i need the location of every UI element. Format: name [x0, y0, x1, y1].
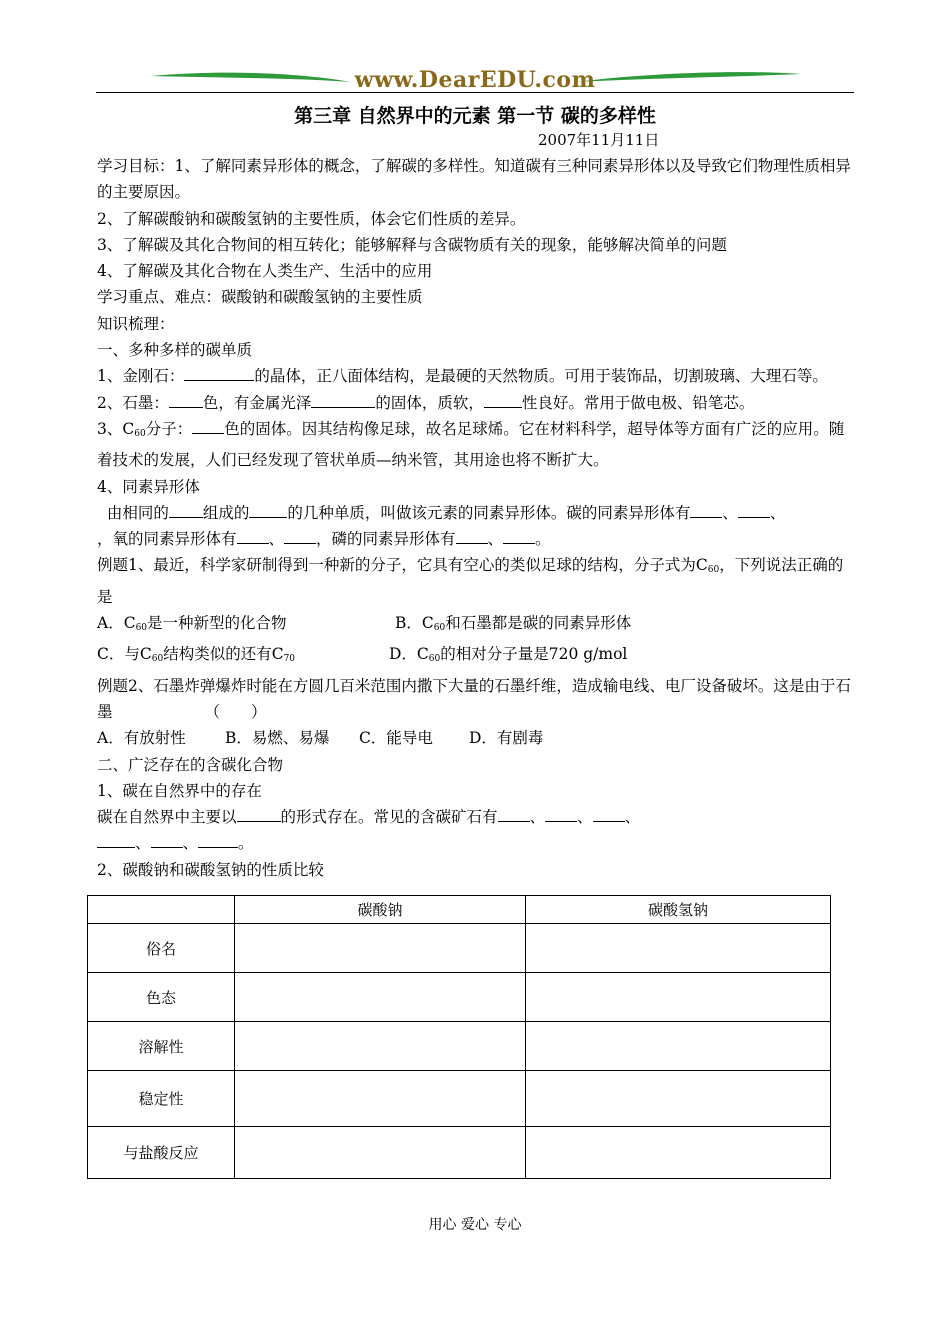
blank[interactable] — [503, 529, 535, 544]
section2-sub1: 1、碳在自然界中的存在 — [97, 781, 262, 800]
answer-cell[interactable] — [526, 1071, 831, 1127]
section2-sub2: 2、碳酸钠和碳酸氢钠的性质比较 — [97, 860, 324, 879]
blank[interactable] — [593, 807, 625, 822]
blank[interactable] — [284, 529, 316, 544]
example2-stem: 例题2、石墨炸弹爆炸时能在方圆几百米范围内撒下大量的石墨纤维，造成输电线、电厂设备破坏。这是由于石墨 （ ） — [97, 676, 851, 721]
option-b[interactable]: B．$C_{60}$和石墨都是碳的同素异形体 — [395, 614, 632, 634]
graphite-line: 2、石墨： 色，有金属光泽 的固体，质软， 性良好。常用于做电极、铅笔芯。 — [97, 393, 755, 412]
section1-heading: 一、多种多样的碳单质 — [97, 341, 253, 360]
table-header-row — [88, 896, 831, 924]
review-line: 知识梳理： — [97, 314, 175, 333]
focus-line: 学习重点、难点：碳酸钠和碳酸氢钠的主要性质 — [97, 288, 423, 307]
existence-line: 碳在自然界中主要以 的形式存在。常见的含碳矿石有 、 、 、 、 、 。 — [97, 808, 641, 853]
answer-cell[interactable] — [235, 924, 526, 973]
option-c[interactable]: C．能导电 — [359, 729, 433, 748]
row-label: 稳定性 — [88, 1071, 235, 1127]
answer-cell[interactable] — [235, 973, 526, 1022]
goal-line-1: 学习目标：1、了解同素异形体的概念，了解碳的多样性。知道碳有三种同素异形体以及导致它们物理性质相异的主要原因。 — [97, 157, 851, 202]
footer-slogan: 用心 爱心 专心 — [428, 1217, 522, 1233]
blank[interactable] — [192, 419, 224, 434]
option-c[interactable]: C．与$C_{60}$结构类似的还有$C_{70}$ — [97, 645, 296, 665]
date: 2007年11月11日 — [538, 131, 660, 149]
allotrope-heading: 4、同素异形体 — [97, 477, 200, 496]
example2-options — [97, 725, 857, 751]
blank[interactable] — [738, 503, 770, 518]
goal-line-3: 3、了解碳及其化合物间的相互转化；能够解释与含碳物质有关的现象，能够解决简单的问题 — [97, 235, 727, 254]
option-d[interactable]: D．有剧毒 — [469, 729, 544, 748]
option-b[interactable]: B．易燃、易爆 — [225, 729, 330, 748]
page-title: 第三章 自然界中的元素 第一节 碳的多样性 — [294, 105, 656, 127]
example1-options-cd — [97, 641, 857, 672]
blank[interactable] — [169, 393, 203, 408]
answer-paren[interactable]: （ ） — [204, 702, 267, 721]
table-row — [88, 924, 831, 973]
blank[interactable] — [498, 807, 530, 822]
table-row — [88, 1127, 831, 1179]
option-a[interactable]: A．$C_{60}$是一种新型的化合物 — [97, 614, 287, 634]
section2-heading: 二、广泛存在的含碳化合物 — [97, 755, 284, 774]
row-label: 色态 — [88, 973, 235, 1022]
option-d[interactable]: D．$C_{60}$的相对分子量是720 g/mol — [389, 645, 628, 665]
row-label: 溶解性 — [88, 1022, 235, 1071]
blank[interactable] — [311, 393, 375, 408]
blank[interactable] — [545, 807, 577, 822]
blank[interactable] — [169, 503, 203, 518]
blank[interactable] — [456, 529, 488, 544]
option-a[interactable]: A．有放射性 — [97, 729, 186, 748]
banner-site-logo: www.DearEDU.com — [354, 67, 596, 93]
blank[interactable] — [97, 833, 135, 848]
answer-cell[interactable] — [526, 924, 831, 973]
answer-cell[interactable] — [235, 1022, 526, 1071]
blank[interactable] — [184, 366, 254, 381]
answer-cell[interactable] — [526, 973, 831, 1022]
c60-line: 3、$C_{60}$分子： 色的固体。因其结构像足球，故名足球烯。它在材料科学，超导体等方面有广泛的应用。随着技术的发展，人们已经发现了管状单质—纳米管，其用途也将不断扩大。 — [97, 419, 845, 470]
blank[interactable] — [151, 833, 183, 848]
blank[interactable] — [237, 807, 281, 822]
table-row — [88, 973, 831, 1022]
table-header-cell: 碳酸氢钠 — [526, 896, 831, 924]
blank[interactable] — [198, 833, 238, 848]
answer-cell[interactable] — [235, 1127, 526, 1179]
document-body — [97, 153, 857, 883]
table-header-cell: 碳酸钠 — [235, 896, 526, 924]
row-label: 与盐酸反应 — [88, 1127, 235, 1179]
row-label: 俗名 — [88, 924, 235, 973]
blank[interactable] — [237, 529, 269, 544]
answer-cell[interactable] — [235, 1071, 526, 1127]
table-row — [88, 1022, 831, 1071]
blank[interactable] — [484, 393, 522, 408]
goal-line-2: 2、了解碳酸钠和碳酸氢钠的主要性质，体会它们性质的差异。 — [97, 209, 526, 228]
example1-options-ab — [97, 610, 857, 641]
blank[interactable] — [690, 503, 722, 518]
comparison-table — [87, 895, 831, 1179]
blank[interactable] — [249, 503, 287, 518]
goal-line-4: 4、了解碳及其化合物在人类生产、生活中的应用 — [97, 262, 433, 281]
allotrope-line: 由相同的 组成的 的几种单质，叫做该元素的同素异形体。碳的同素异形体有 、 、 ，氧的同素异形体有 、 ，磷的同素异形体有 、 。 — [97, 503, 786, 549]
table-header-cell — [88, 896, 235, 924]
table-row — [88, 1071, 831, 1127]
answer-cell[interactable] — [526, 1127, 831, 1179]
example1-stem: 例题1、最近，科学家研制得到一种新的分子，它具有空心的类似足球的结构，分子式为$C_{60}$，下列说法正确的是 — [97, 556, 844, 606]
answer-cell[interactable] — [526, 1022, 831, 1071]
header-rule — [96, 92, 854, 93]
diamond-line: 1、金刚石： 的晶体，正八面体结构，是最硬的天然物质。可用于装饰品，切割玻璃、大理石等。 — [97, 367, 828, 386]
